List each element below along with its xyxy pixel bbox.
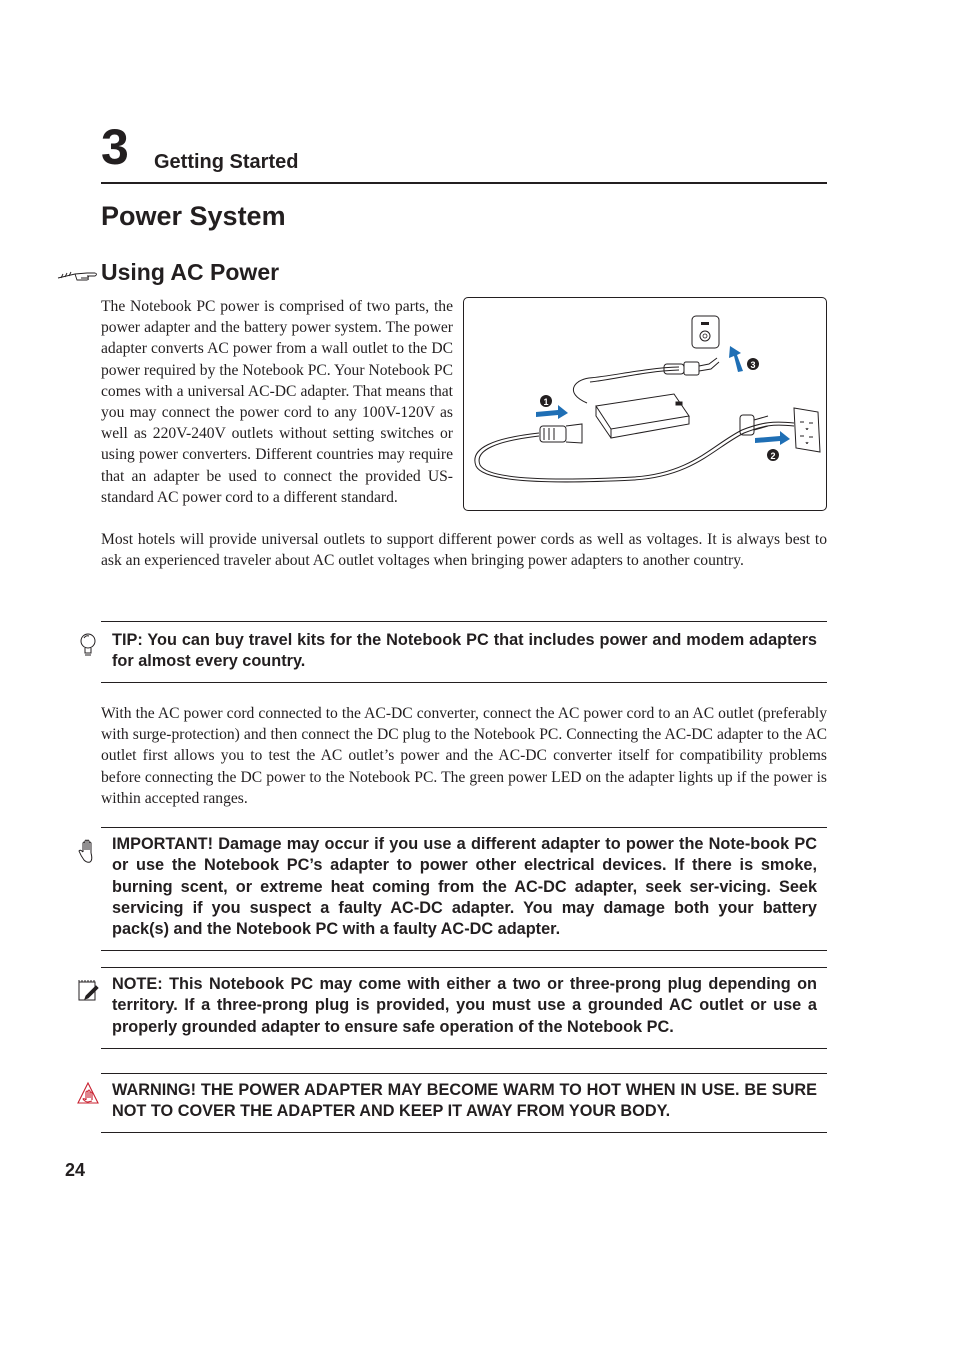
wall-plug [740,415,768,435]
step-badge-3 [747,358,759,370]
notebook-dc-port-icon [692,316,719,348]
notepad-pencil-icon [76,978,100,1004]
ac-connector [540,424,582,443]
important-rule-bottom [101,950,827,951]
warning-text: WARNING! THE POWER ADAPTER MAY BECOME WARM TO HOT WHEN IN USE. BE SURE NOT TO COVER THE ADAPTER AND KEEP IT AWAY FROM YOUR BODY. [112,1081,817,1121]
chapter-title: Getting Started [154,151,299,173]
step-label-3: 3 [750,360,756,370]
page-number: 24 [65,1160,86,1180]
intro-paragraph-continued: Most hotels will provide universal outlets to support different power cords as well as voltages. It is always best to ask an experienced traveler about AC outlet voltages when bringing power adapters to another country. [101,531,827,570]
wall-outlet-icon [794,408,820,452]
power-adapter-brick [596,394,689,438]
step-label-2: 2 [770,451,776,461]
note-text: NOTE: This Notebook PC may come with either a two or three-prong plug depending on territory. If a three-prong plug is provided, you must use a grounded AC outlet or use a properly grounded adapter to ensure safe operation of the Notebook PC. [112,975,817,1036]
warning-hand-icon [76,1081,100,1107]
warning-rule-bottom [101,1132,827,1133]
chapter-number: 3 [101,119,129,175]
lightbulb-icon [76,632,100,658]
tip-rule-top [101,621,827,622]
important-text: IMPORTANT! Damage may occur if you use a different adapter to power the Note-book PC or use the Notebook PC’s adapter to power other electrical devices. If there is smoke, burning scent, or extreme heat coming from the AC-DC adapter, seek ser-vicing. Seek servicing if you suspect a faulty AC-DC adapter. You may damage both your battery pack(s) and the Notebook PC with a faulty AC-DC adapter. [112,835,817,939]
step-badge-1 [540,395,552,407]
tip-text: TIP: You can buy travel kits for the Notebook PC that includes power and modem adapters for almost every country. [112,631,817,671]
important-rule-top [101,827,827,828]
arrow-1 [536,405,568,419]
ac-cord [475,422,794,482]
section-title: Using AC Power [101,259,280,285]
connection-paragraph: With the AC power cord connected to the AC-DC converter, connect the AC power cord to an AC outlet (preferably with surge-protection) and then connect the DC plug to the Notebook PC. Connecting the AC-DC adapter to the AC outlet first allows you to test the AC outlet’s power and the AC-DC converter itself for compatibility problems before connecting the DC power to the Notebook PC. The green power LED on the adapter lights up if the power is within accepted ranges. [101,705,827,807]
warning-rule-top [101,1073,827,1074]
tip-rule-bottom [101,682,827,683]
step-badge-2 [767,449,779,461]
step-label-1: 1 [543,397,549,407]
arrow-2 [755,431,790,445]
header-rule [101,182,827,184]
ac-adapter-diagram [463,297,827,511]
note-rule-bottom [101,1048,827,1049]
intro-paragraph: The Notebook PC power is comprised of two parts, the power adapter and the battery power system. The power adapter converts AC power from a wall outlet to the DC power required by the Notebook PC. Your Notebook PC comes with a universal AC-DC adapter. That means that you may connect the power cord to any 100V-120V as well as 220V-240V outlets without setting switches or using power converters. Different countries may require that an adapter be used to connect the provided US-standard AC power cord to a different standard. [101,298,453,506]
dc-cable [573,358,719,403]
arrow-3 [729,346,743,372]
hand-pointer-icon [57,263,99,285]
page-title: Power System [101,201,286,231]
raised-hand-icon [76,838,100,864]
note-rule-top [101,967,827,968]
